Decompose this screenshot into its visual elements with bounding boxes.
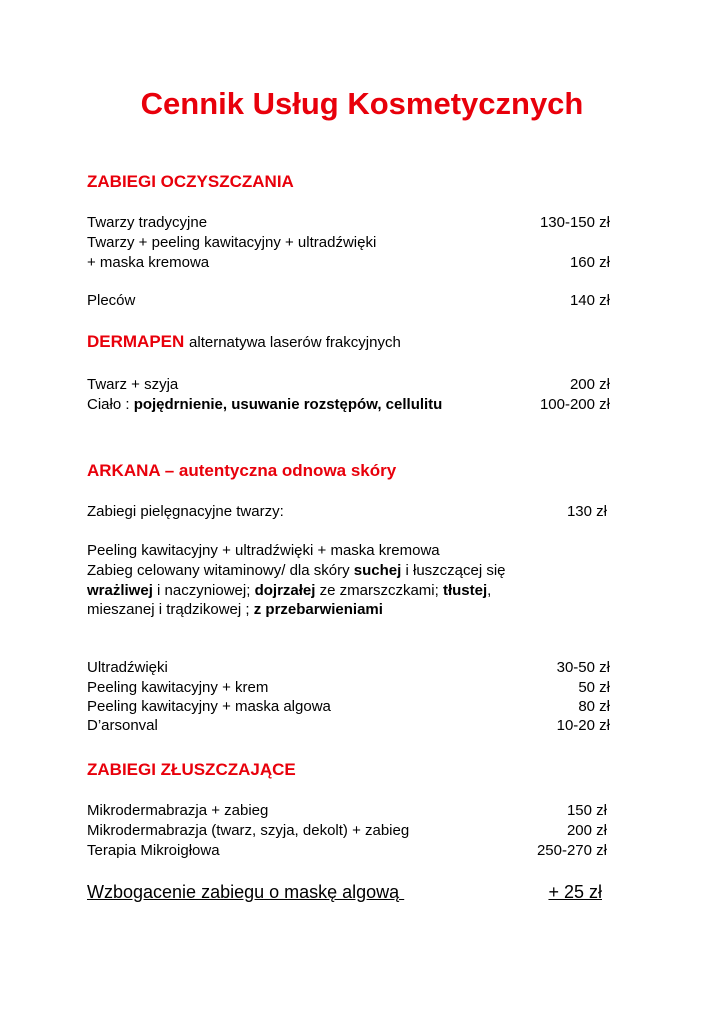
item-name: Twarz + szyja xyxy=(87,376,179,393)
text: , xyxy=(487,582,492,599)
item-price: 200 zł xyxy=(566,822,607,839)
description-line xyxy=(87,600,383,620)
section-subheading: alternatywa laserów frakcyjnych xyxy=(189,334,401,351)
bold-text: z przebarwieniami xyxy=(253,601,383,618)
text: mieszanej i trądzikowej ; xyxy=(87,601,254,618)
item-name: Ultradźwięki xyxy=(87,659,168,676)
item-name: D’arsonval xyxy=(87,717,158,734)
item-name: Mikrodermabrazja (twarz, szyja, dekolt) + zabieg xyxy=(87,822,410,839)
bold-text: tłustej xyxy=(442,582,488,599)
item-name: Pleców xyxy=(87,292,136,309)
section-heading-dermapen xyxy=(87,332,401,352)
item-price: 150 zł xyxy=(566,802,607,819)
description-line xyxy=(87,581,491,601)
section-heading-cleansing: ZABIEGI OCZYSZCZANIA xyxy=(87,172,294,191)
extra-option-name: Wzbogacenie zabiegu o maskę algową xyxy=(87,882,405,902)
text: i naczyniowej; xyxy=(152,582,255,599)
item-price: 10-20 zł xyxy=(556,717,610,734)
item-name: Mikrodermabrazja + zabieg xyxy=(87,802,269,819)
bold-text: suchej xyxy=(353,562,402,579)
item-price: 100-200 zł xyxy=(539,396,610,413)
item-name-line2: + maska kremowa xyxy=(87,254,210,271)
description-line: Peeling kawitacyjny + ultradźwięki + maska kremowa xyxy=(87,542,440,559)
item-name: Zabiegi pielęgnacyjne twarzy: xyxy=(87,503,284,520)
item-name-line1: Twarzy + peeling kawitacyjny + ultradźwięki xyxy=(87,234,377,251)
item-name: Peeling kawitacyjny + krem xyxy=(87,679,269,696)
bold-text: dojrzałej xyxy=(254,582,316,599)
section-heading-arkana: ARKANA – autentyczna odnowa skóry xyxy=(87,461,397,480)
section-heading-text: DERMAPEN xyxy=(87,332,185,351)
item-prefix: Ciało : xyxy=(87,396,134,413)
item-price: 50 zł xyxy=(578,679,610,696)
bold-text: wrażliwej xyxy=(87,582,153,599)
item-price: 200 zł xyxy=(569,376,610,393)
item-price: 250-270 zł xyxy=(536,842,607,859)
item-price: 160 zł xyxy=(569,254,610,271)
section-heading-exfoliating: ZABIEGI ZŁUSZCZAJĄCE xyxy=(87,760,296,779)
item-name xyxy=(87,395,442,415)
page-title: Cennik Usług Kosmetycznych xyxy=(140,86,584,121)
item-bold-text: pojędrnienie, usuwanie rozstępów, cellulitu xyxy=(133,396,443,413)
item-name: Terapia Mikroigłowa xyxy=(87,842,220,859)
item-price: 130-150 zł xyxy=(539,214,610,231)
item-price: 140 zł xyxy=(569,292,610,309)
text: Zabieg celowany witaminowy/ dla skóry xyxy=(87,562,354,579)
description-line xyxy=(87,561,506,581)
text: i łuszczącej się xyxy=(401,562,506,579)
item-name: Peeling kawitacyjny + maska algowa xyxy=(87,698,331,715)
item-price: 30-50 zł xyxy=(556,659,610,676)
item-price: 130 zł xyxy=(566,503,607,520)
item-price: 80 zł xyxy=(578,698,610,715)
item-name: Twarzy tradycyjne xyxy=(87,214,208,231)
text: ze zmarszczkami; xyxy=(315,582,443,599)
extra-option-price: + 25 zł xyxy=(548,882,602,902)
